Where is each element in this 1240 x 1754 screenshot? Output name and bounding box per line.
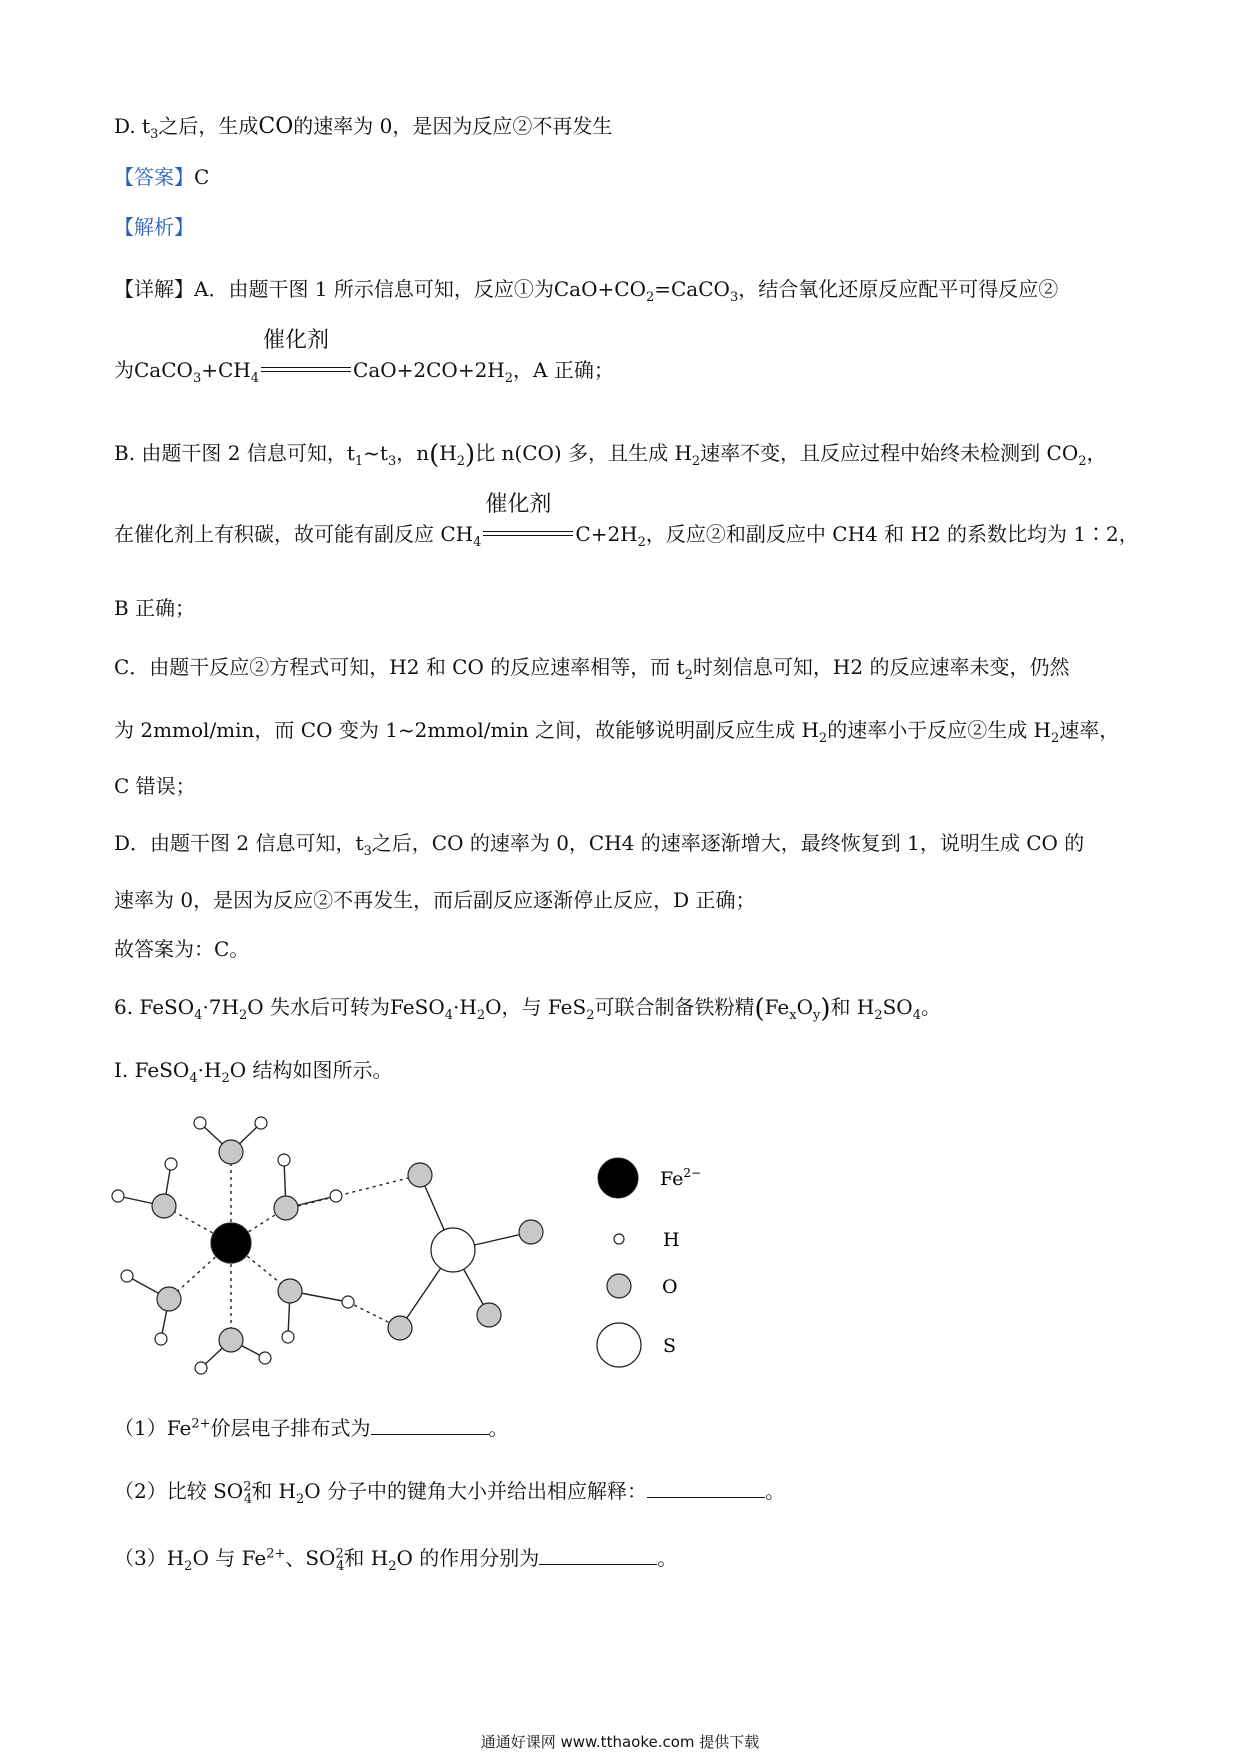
equation-2: 在催化剂上有积碳，故可能有副反应 $CH_4$ 催化剂 $C+2H_2$，反应②和副反应中 CH4 和 H2 的系数比均为 1∶2，	[114, 492, 1139, 550]
o-atom	[408, 1163, 432, 1187]
answer-blank-3[interactable]	[539, 1546, 657, 1565]
h-atom	[155, 1333, 167, 1345]
s-atom	[431, 1228, 475, 1272]
legend-h-label: H	[663, 1229, 680, 1251]
answer-value: C	[194, 165, 210, 189]
h-atom	[282, 1331, 294, 1343]
detail-d2: 速率为 0，是因为反应②不再发生，而后副反应逐渐停止反应，D 正确；	[114, 888, 756, 912]
answer-blank-2[interactable]	[647, 1479, 765, 1498]
conclusion: 故答案为：C。	[114, 937, 250, 961]
o-atom	[519, 1220, 543, 1244]
o-atom	[219, 1328, 243, 1352]
h-atom	[342, 1296, 354, 1308]
legend-o-swatch	[607, 1274, 631, 1298]
equation-1: 为$CaCO_3+CH_4$ 催化剂 $CaO+2CO+2H_2$，A 正确；	[114, 328, 614, 386]
atoms	[112, 1117, 543, 1374]
o-atom	[157, 1287, 181, 1311]
detail-c2: 为 2mmol/min，而 CO 变为 1~2mmol/min 之间，故能够说明副反应生成 $H_2$的速率小于反应②生成 $H_2$速率，	[114, 718, 1120, 746]
answer-blank-1[interactable]	[371, 1416, 489, 1435]
detail-c1: C．由题干反应②方程式可知，H2 和 CO 的反应速率相等，而 $t_2$时刻信息可知，H2 的反应速率未变，仍然	[114, 655, 1070, 683]
legend-fe-label: $Fe^{2-}$	[660, 1166, 702, 1190]
c-wrong: C 错误；	[114, 774, 196, 798]
h-atom	[194, 1117, 206, 1129]
fe-atom	[211, 1223, 251, 1263]
h-atom	[112, 1190, 124, 1202]
h-atom	[121, 1270, 133, 1282]
catalyst-arrow	[261, 328, 351, 382]
sub-question-3: $(3)H_2O$ 与 $Fe^{2+}$、$SO^{2-}_4$和 $H_2O$ 的作用分别为 。	[114, 1546, 678, 1574]
o-atom	[477, 1303, 501, 1327]
legend-h-swatch	[614, 1234, 624, 1244]
legend-s-label: S	[663, 1335, 677, 1357]
catalyst-arrow-2	[483, 492, 573, 546]
answer-tag: 【答案】	[114, 165, 194, 189]
legend-s-swatch	[597, 1323, 641, 1367]
coordination-bonds	[164, 1152, 420, 1340]
detail-b: B. 由题干图 2 信息可知，$t_1\sim t_3$，$n(H_2)$比 n(CO) 多，且生成 $H_2$速率不变，且反应过程中始终未检测到 $CO_2$，	[114, 440, 1107, 470]
double-bar-2	[483, 531, 573, 536]
legend-fe-swatch	[598, 1158, 638, 1198]
h-atom	[330, 1190, 342, 1202]
sub-question-1: $(1)Fe^{2+}$价层电子排布式为 。	[114, 1416, 509, 1440]
o-atom	[388, 1316, 412, 1340]
option-d: D. $t_3$之后，生成CO的速率为 0，是因为反应②不再发生	[114, 114, 613, 142]
sub-question-2: （2）比较 $SO^{2-}_4$和 $H_2O$ 分子中的键角大小并给出相应解释： 。	[114, 1479, 785, 1507]
h-atom	[278, 1154, 290, 1166]
answer-line	[114, 165, 209, 189]
double-bar	[261, 367, 351, 372]
legend-o-label: O	[662, 1276, 678, 1298]
detail-d1: D．由题干图 2 信息可知，$t_3$之后，CO 的速率为 0，CH4 的速率逐渐增大，最终恢复到 1，说明生成 CO 的	[114, 831, 1085, 859]
catalyst-label: 催化剂	[263, 328, 330, 353]
h-atom	[259, 1352, 271, 1364]
o-atom	[219, 1140, 243, 1164]
o-atom	[152, 1194, 176, 1218]
analysis-tag: 【解析】	[114, 215, 194, 239]
o-atom	[274, 1196, 298, 1220]
o-atom	[278, 1279, 302, 1303]
legend	[597, 1158, 701, 1367]
h-atom	[255, 1117, 267, 1129]
question-6: 6. $FeSO_4\cdot 7H_2O$ 失水后可转为$FeSO_4\cdot H_2O$，与 FeS$_2$可联合制备铁粉精$(Fe_xO_y)$和 $H_2SO_4$。	[114, 994, 941, 1024]
b-correct: B 正确；	[114, 596, 196, 620]
structure-diagram	[100, 1105, 720, 1405]
page-footer: 通通好课网 www.tthaoke.com 提供下载	[480, 1733, 760, 1751]
detail-a: 【详解】A．由题干图 1 所示信息可知，反应①为$CaO+CO_2=CaCO_3$，结合氧化还原反应配平可得反应②	[114, 277, 1059, 305]
catalyst-label-2: 催化剂	[485, 492, 552, 517]
question-6-part-i: I. $FeSO_4\cdot H_2O$ 结构如图所示。	[114, 1058, 393, 1086]
h-atom	[165, 1158, 177, 1170]
h-atom	[195, 1362, 207, 1374]
